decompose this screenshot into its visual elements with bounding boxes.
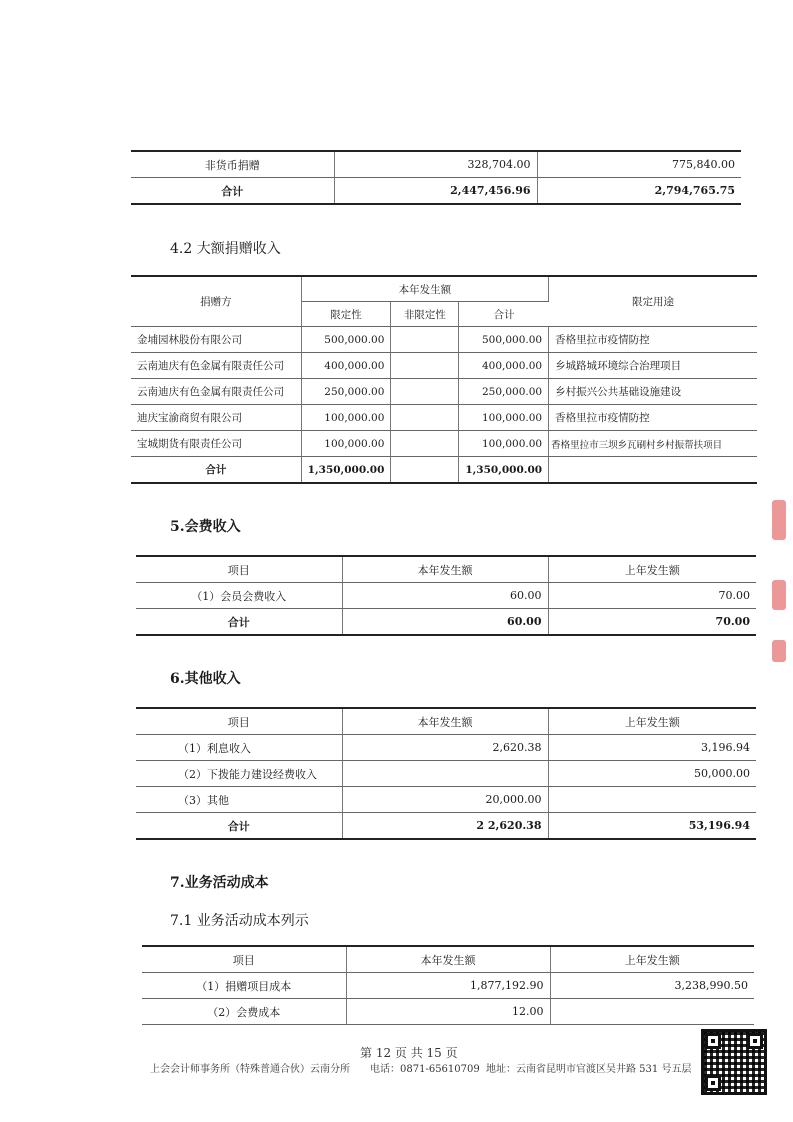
purpose: 香格里拉市三坝乡瓦刷村乡村振帮扶项目 xyxy=(549,431,757,457)
total-label: 合计 xyxy=(136,609,342,636)
prior-amount: 3,238,990.50 xyxy=(550,973,754,999)
membership-fee-table xyxy=(136,555,756,636)
prior-amount: 70.00 xyxy=(548,583,756,609)
current-amount: 60.00 xyxy=(342,609,548,636)
purpose xyxy=(549,457,757,484)
purpose: 乡城路城环境综合治理项目 xyxy=(549,353,757,379)
current-header: 本年发生额 xyxy=(346,946,550,973)
row-label: 合计 xyxy=(131,178,334,205)
table-header-row xyxy=(136,556,756,583)
prior-amount: 50,000.00 xyxy=(548,761,756,787)
table-header-row xyxy=(136,708,756,735)
prior-header: 上年发生额 xyxy=(548,708,756,735)
unrestricted-amount xyxy=(391,431,459,457)
qr-code-icon xyxy=(701,1029,767,1095)
table-header-row xyxy=(131,276,757,302)
current-amount: 60.00 xyxy=(342,583,548,609)
total-amount: 500,000.00 xyxy=(459,327,549,353)
table-row xyxy=(136,787,756,813)
prior-amount: 53,196.94 xyxy=(548,813,756,840)
current-amount: 1,877,192.90 xyxy=(346,973,550,999)
restricted-amount: 1,350,000.00 xyxy=(301,457,391,484)
table-row xyxy=(131,379,757,405)
seal-fragment-icon xyxy=(772,640,786,662)
current-amount: 2,620.38 xyxy=(342,735,548,761)
current-amount-header: 本年发生额 xyxy=(301,276,548,302)
item-header: 项目 xyxy=(136,708,342,735)
table-header-row xyxy=(142,946,754,973)
restricted-amount: 400,000.00 xyxy=(301,353,391,379)
table-row xyxy=(136,735,756,761)
table-total-row xyxy=(136,609,756,636)
purpose: 香格里拉市疫情防控 xyxy=(549,405,757,431)
current-header: 本年发生额 xyxy=(342,708,548,735)
item-header: 项目 xyxy=(142,946,346,973)
current-amount: 20,000.00 xyxy=(342,787,548,813)
total-amount: 1,350,000.00 xyxy=(459,457,549,484)
donor-name: 迪庆宝渝商贸有限公司 xyxy=(131,405,301,431)
table-row xyxy=(131,405,757,431)
table-row xyxy=(131,151,741,178)
prior-amount: 70.00 xyxy=(548,609,756,636)
section-heading-6: 6.其他收入 xyxy=(170,671,241,687)
current-amount: 2,447,456.96 xyxy=(334,178,537,205)
item-header: 项目 xyxy=(136,556,342,583)
donor-header: 捐赠方 xyxy=(131,276,301,327)
section-heading-4-2: 4.2 大额捐赠收入 xyxy=(170,241,281,257)
current-amount xyxy=(342,761,548,787)
purpose: 香格里拉市疫情防控 xyxy=(549,327,757,353)
table-row xyxy=(131,353,757,379)
restricted-amount: 500,000.00 xyxy=(301,327,391,353)
current-amount: 12.00 xyxy=(346,999,550,1025)
donor-name: 金埔园林股份有限公司 xyxy=(131,327,301,353)
prior-amount: 2,794,765.75 xyxy=(537,178,741,205)
table-row xyxy=(131,431,757,457)
prior-amount: 775,840.00 xyxy=(537,151,741,178)
donor-name: 宝城期货有限责任公司 xyxy=(131,431,301,457)
business-cost-table xyxy=(142,945,754,1025)
total-amount: 100,000.00 xyxy=(459,431,549,457)
table-row xyxy=(136,583,756,609)
table-total-row xyxy=(131,457,757,484)
total-label: 合计 xyxy=(131,457,301,484)
large-donation-table xyxy=(131,275,757,484)
unrestricted-header: 非限定性 xyxy=(391,302,459,327)
unrestricted-amount xyxy=(391,353,459,379)
unrestricted-amount xyxy=(391,327,459,353)
restricted-header: 限定性 xyxy=(301,302,391,327)
table-total-row xyxy=(136,813,756,840)
prior-amount xyxy=(548,787,756,813)
prior-amount: 3,196.94 xyxy=(548,735,756,761)
restricted-amount: 250,000.00 xyxy=(301,379,391,405)
item-label: （3）其他 xyxy=(136,787,342,813)
firm-name: 上会会计师事务所（特殊普通合伙）云南分所 xyxy=(150,1064,350,1075)
seal-fragment-icon xyxy=(772,580,786,610)
purpose: 乡村振兴公共基础设施建设 xyxy=(549,379,757,405)
donor-name: 云南迪庆有色金属有限责任公司 xyxy=(131,353,301,379)
donation-summary-table xyxy=(131,150,741,205)
unrestricted-amount xyxy=(391,457,459,484)
other-income-table xyxy=(136,707,756,840)
total-header: 合计 xyxy=(459,302,549,327)
current-header: 本年发生额 xyxy=(342,556,548,583)
firm-address: 地址：云南省昆明市官渡区吴井路 531 号五层 xyxy=(486,1064,692,1075)
prior-header: 上年发生额 xyxy=(550,946,754,973)
table-row xyxy=(131,327,757,353)
section-heading-5: 5.会费收入 xyxy=(170,519,241,535)
table-row xyxy=(142,973,754,999)
page-number: 第 12 页 共 15 页 xyxy=(360,1046,458,1060)
current-amount: 2 2,620.38 xyxy=(342,813,548,840)
prior-header: 上年发生额 xyxy=(548,556,756,583)
table-row xyxy=(142,999,754,1025)
item-label: （2）下拨能力建设经费收入 xyxy=(136,761,342,787)
current-amount: 328,704.00 xyxy=(334,151,537,178)
total-amount: 400,000.00 xyxy=(459,353,549,379)
section-heading-7-1: 7.1 业务活动成本列示 xyxy=(170,913,309,929)
total-amount: 250,000.00 xyxy=(459,379,549,405)
table-row xyxy=(136,761,756,787)
total-amount: 100,000.00 xyxy=(459,405,549,431)
total-label: 合计 xyxy=(136,813,342,840)
row-label: 非货币捐赠 xyxy=(131,151,334,178)
item-label: （2）会费成本 xyxy=(142,999,346,1025)
item-label: （1）会员会费收入 xyxy=(136,583,342,609)
restricted-amount: 100,000.00 xyxy=(301,431,391,457)
item-label: （1）捐赠项目成本 xyxy=(142,973,346,999)
seal-fragment-icon xyxy=(772,500,786,540)
purpose-header: 限定用途 xyxy=(549,276,757,327)
unrestricted-amount xyxy=(391,405,459,431)
item-label: （1）利息收入 xyxy=(136,735,342,761)
prior-amount xyxy=(550,999,754,1025)
restricted-amount: 100,000.00 xyxy=(301,405,391,431)
section-heading-7: 7.业务活动成本 xyxy=(170,875,269,891)
table-total-row xyxy=(131,178,741,205)
donor-name: 云南迪庆有色金属有限责任公司 xyxy=(131,379,301,405)
unrestricted-amount xyxy=(391,379,459,405)
firm-phone: 电话：0871-65610709 xyxy=(370,1064,480,1075)
